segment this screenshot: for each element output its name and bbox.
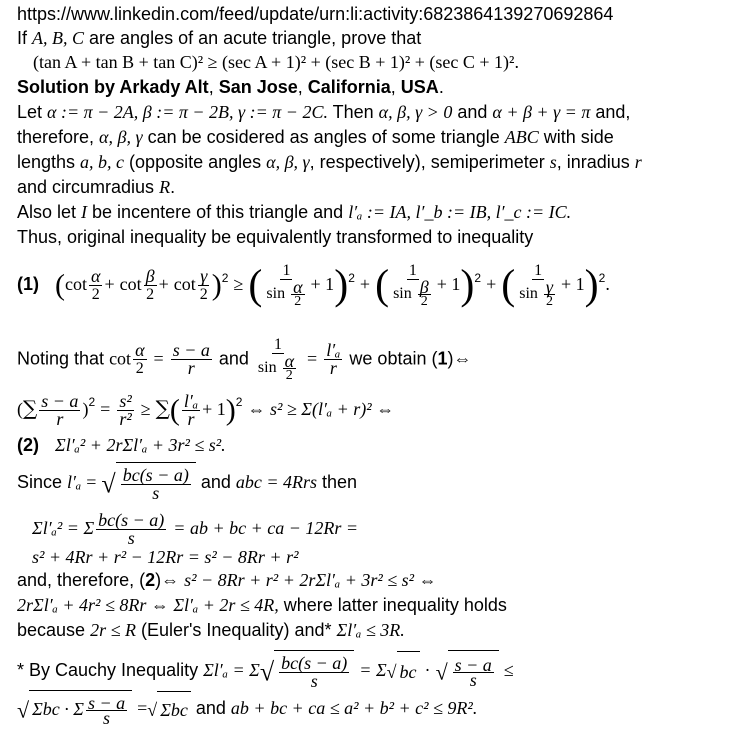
math: 2r ≤ R [90, 620, 136, 640]
fraction [264, 262, 308, 309]
num: 1 [408, 261, 417, 279]
paren-open: ( [55, 268, 66, 302]
op: + 1 [310, 274, 335, 294]
sum-line-2: s² + 4Rr + r² − 12Rr = s² − 8Rr + r² [32, 547, 299, 567]
math: R [159, 177, 171, 197]
exponent: 2 [474, 271, 482, 285]
sum-icon: ∑ [155, 396, 170, 420]
paren-close: ) [460, 262, 475, 309]
math: l′ₐ := IA, l′_b := IB, l′_c := IC. [348, 202, 572, 222]
para-line-2 [17, 126, 614, 148]
paren-close: ) [211, 268, 222, 302]
source-url[interactable]: https://www.linkedin.com/feed/update/urn:li:activity:6823864139270692864 [17, 4, 614, 24]
fraction [171, 342, 212, 377]
text: . [170, 177, 176, 197]
den: r [329, 358, 337, 378]
para-line-3 [17, 151, 642, 173]
math: r [634, 152, 642, 172]
num: s − a [172, 340, 210, 360]
paren-open: ( [169, 393, 180, 427]
num: α [135, 340, 145, 360]
noting-line [17, 336, 472, 383]
math: α, β, γ [266, 152, 310, 172]
text: )⇔ [155, 570, 185, 590]
paren-close: ) [584, 262, 599, 309]
text: , respectively), semiperimeter [309, 152, 550, 172]
radical-icon: √ [386, 661, 397, 682]
func: cot [65, 274, 88, 294]
op: + 1 [436, 274, 461, 294]
math: a, b, c [80, 152, 125, 172]
math: ab + bc + ca ≤ a² + b² + c² ≤ 9R². [230, 698, 478, 718]
op: + [486, 274, 497, 294]
sep: , [390, 77, 401, 97]
op: = [86, 472, 97, 492]
num: α [284, 351, 295, 371]
op: + [104, 274, 115, 294]
num: s² [119, 390, 132, 411]
op: ≥ [140, 399, 151, 419]
fraction [182, 390, 200, 429]
num: bc(s − a) [281, 652, 348, 673]
author-country: USA [400, 77, 439, 97]
math: = ab + bc + ca − 12Rr = [173, 518, 359, 538]
op: ≤ [503, 660, 514, 680]
para-line-6: Thus, original inequality be equivalently transformed to inequality [17, 227, 534, 247]
math: s [549, 152, 557, 172]
exponent: 2 [221, 271, 229, 285]
text: where latter inequality holds [278, 595, 507, 615]
math: l′ₐ [67, 472, 82, 492]
text: and, therefore, ( [17, 570, 146, 590]
math: α, β, γ [99, 127, 143, 147]
fraction [198, 265, 210, 303]
math: 2rΣl′ₐ + 4r² ≤ 8Rr ⇔ Σl′ₐ + 2r ≤ 4R, [17, 595, 279, 615]
text: are angles of an acute triangle, prove that [84, 28, 422, 48]
text: we obtain ( [344, 348, 438, 369]
num: bc(s − a) [98, 509, 165, 530]
equation-1 [17, 256, 610, 316]
exponent: 2 [88, 395, 96, 409]
text: and, [590, 102, 631, 122]
den: 2 [199, 285, 208, 303]
func: sin [266, 284, 286, 302]
text: If [17, 28, 33, 48]
radical-icon: √ [259, 657, 275, 687]
den: r [187, 408, 195, 429]
since-line [17, 462, 357, 504]
sqrt [147, 691, 191, 728]
sqrt [260, 650, 354, 692]
math: α := π − 2A, β := π − 2B, γ := π − 2C. [47, 102, 328, 122]
sqrt [436, 650, 499, 692]
para-line-1 [17, 101, 630, 123]
text: because [17, 620, 91, 640]
func: sin [519, 284, 538, 302]
equation-2 [17, 434, 226, 456]
op: + [158, 274, 169, 294]
op: = [137, 698, 148, 718]
radical-icon: √ [435, 659, 448, 685]
sep: , [297, 77, 308, 97]
math: ⇔ s² ≥ Σ(l′ₐ + r)² ⇔ [247, 399, 395, 419]
paren-close: ) [334, 262, 349, 309]
radical-icon: √ [147, 699, 158, 720]
num: l′ₐ [183, 390, 199, 411]
den: 2 [135, 360, 144, 377]
math: ABC [504, 127, 539, 147]
equation-label: (2) [17, 435, 39, 455]
math: abc = 4Rrs [235, 472, 318, 492]
op: + 1 [561, 274, 585, 294]
fraction [256, 336, 300, 383]
text: and [213, 348, 254, 369]
den: 2 [294, 293, 302, 309]
sep: , [208, 77, 219, 97]
num: α [293, 276, 303, 297]
text: * By Cauchy Inequality [17, 660, 204, 680]
op: ≥ [233, 274, 244, 294]
radicand: bc [397, 651, 420, 692]
den: r [56, 408, 64, 429]
paren-open: ( [375, 262, 390, 309]
text: Let [17, 102, 48, 122]
fraction [324, 342, 342, 377]
den: 2 [545, 293, 553, 309]
den: 2 [420, 293, 428, 309]
func: cot [109, 348, 132, 369]
radicand: Σbc · Σ [32, 699, 84, 720]
math: I [81, 202, 88, 222]
sep: . [438, 77, 444, 97]
sum-icon: ∑ [23, 396, 38, 420]
op: = [153, 348, 164, 369]
problem-intro [17, 27, 421, 49]
ref: 1 [437, 348, 448, 369]
para-line-5 [17, 201, 571, 223]
exponent: 2 [598, 271, 606, 285]
fraction [144, 265, 157, 303]
math: s² − 8Rr + r² + 2rΣl′ₐ + 3r² ≤ s² ⇔ [184, 570, 437, 590]
paren-close: ) [82, 399, 89, 419]
sqrt [387, 651, 420, 692]
radical-icon: √ [101, 469, 116, 499]
den: r² [119, 408, 132, 429]
math: Σl′ₐ ≤ 3R. [336, 620, 405, 640]
because-line [17, 619, 405, 641]
num: l′ₐ [326, 340, 341, 360]
func: sin [257, 359, 277, 377]
den: s [310, 670, 318, 691]
num: γ [545, 276, 553, 297]
radicand: Σbc [157, 691, 191, 728]
math: Σl′ₐ² + 2rΣl′ₐ + 3r² ≤ s². [55, 435, 226, 455]
fraction [117, 390, 133, 429]
text: (Euler's Inequality) and* [135, 620, 337, 640]
exponent: 2 [235, 395, 243, 409]
num: s − a [87, 692, 126, 713]
op: + 1 [202, 399, 226, 419]
math: = Σ [359, 660, 387, 680]
radical-icon: √ [17, 697, 30, 723]
func: sin [393, 284, 412, 302]
num: bc(s − a) [122, 464, 189, 485]
ref: 2 [145, 570, 156, 590]
chain-line [17, 388, 394, 429]
author-state: California [307, 77, 391, 97]
num: 1 [282, 261, 291, 279]
math-vars: A, B, C [32, 28, 85, 48]
num: 1 [534, 261, 543, 279]
math: α, β, γ > 0 [378, 102, 453, 122]
den: 2 [285, 368, 293, 383]
sum-line [32, 508, 358, 548]
text: and [195, 472, 236, 492]
num: γ [200, 265, 208, 286]
math: Σl′ₐ² = Σ [32, 518, 95, 538]
den: 2 [91, 285, 100, 303]
op: . [605, 274, 610, 294]
paren-open: ( [17, 399, 23, 419]
sqrt [101, 462, 195, 504]
paren-open: ( [501, 262, 516, 309]
num: s − a [41, 390, 79, 411]
text: therefore, [17, 127, 100, 147]
author-city: San Jose [218, 77, 298, 97]
den: s [103, 707, 111, 728]
solution-author [17, 76, 444, 98]
den: s [469, 669, 477, 690]
therefore-line [17, 569, 437, 591]
num: α [91, 265, 101, 286]
problem-inequality: (tan A + tan B + tan C)² ≥ (sec A + 1)² + (sec B + 1)² + (sec C + 1)². [33, 52, 519, 72]
last-line [17, 690, 477, 728]
func: cot [173, 274, 196, 294]
op: · [424, 660, 431, 680]
text: then [317, 472, 358, 492]
text: Then [327, 102, 379, 122]
text: with side [538, 127, 614, 147]
author-name: Solution by Arkady Alt [17, 77, 209, 97]
op: + [359, 274, 371, 294]
fraction [96, 509, 166, 548]
paren-open: ( [248, 262, 263, 309]
text: and [190, 698, 231, 718]
text: , inradius [556, 152, 635, 172]
text: Noting that [17, 348, 110, 369]
exponent: 2 [348, 271, 355, 285]
func: cot [119, 274, 142, 294]
sqrt [17, 690, 132, 728]
den: s [127, 527, 135, 548]
para-line-4 [17, 176, 175, 198]
op: = [100, 399, 111, 419]
den: r [187, 358, 195, 378]
text: and [452, 102, 493, 122]
cauchy-line [17, 650, 514, 692]
fraction [391, 262, 435, 309]
equation-label: (1) [17, 274, 39, 294]
num: β [419, 276, 429, 297]
text: Also let [17, 202, 82, 222]
op: = [307, 348, 318, 369]
num: β [145, 265, 155, 286]
math: Σl′ₐ = Σ [203, 660, 260, 680]
text: Since [17, 472, 68, 492]
text: (opposite angles [124, 152, 267, 172]
num: 1 [273, 336, 282, 353]
fraction [517, 262, 559, 309]
paren-close: ) [225, 393, 236, 427]
text: can be cosidered as angles of some triangle [142, 127, 505, 147]
num: s − a [454, 654, 492, 675]
den: s [152, 482, 160, 503]
line-2r [17, 594, 507, 616]
fraction [39, 390, 80, 429]
fraction [133, 342, 146, 377]
text: be incentere of this triangle and [87, 202, 349, 222]
text: )⇔ [447, 348, 472, 369]
text: lengths [17, 152, 81, 172]
den: 2 [146, 285, 155, 303]
fraction [89, 265, 102, 303]
text: and circumradius [17, 177, 160, 197]
math: α + β + γ = π [492, 102, 591, 122]
